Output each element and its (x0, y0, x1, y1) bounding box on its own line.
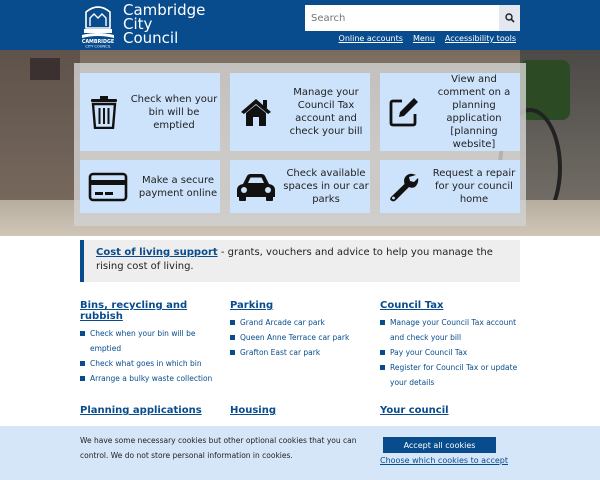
tile-label: Check when your bin will be emptied (130, 93, 218, 131)
online-accounts-link[interactable]: Online accounts (338, 34, 403, 43)
column-link[interactable]: Check what goes in which bin (80, 356, 220, 371)
column-council-tax (380, 300, 520, 390)
tile-car-parks[interactable] (230, 160, 370, 213)
cookie-banner (0, 426, 600, 480)
choose-cookies-link[interactable]: Choose which cookies to accept (380, 456, 509, 465)
column-heading[interactable]: Council Tax (380, 300, 444, 311)
tile-planning-application[interactable] (380, 73, 520, 151)
cookie-message: We have some necessary cookies but other optional cookies that you can control. We do not store personal information in cookies. (80, 436, 357, 460)
column-link[interactable]: Arrange a bulky waste collection (80, 371, 220, 386)
site-header (0, 0, 600, 50)
search-button[interactable] (499, 5, 520, 31)
column-bins (80, 300, 220, 386)
column-heading[interactable]: Housing (230, 405, 277, 416)
column-parking (230, 300, 370, 360)
tile-label: Manage your Council Tax account and check your bill (289, 87, 363, 137)
column-link[interactable]: Pay your Council Tax (380, 345, 520, 360)
search-input[interactable] (305, 5, 499, 31)
site-title-line: City (123, 15, 153, 33)
cost-of-living-text: - grants, vouchers and advice to help you manage the rising cost of living. (96, 247, 493, 272)
tile-bin-collection[interactable] (80, 73, 220, 151)
column-heading[interactable]: Planning applications (80, 405, 202, 416)
column-link[interactable]: Register for Council Tax or update your details (380, 360, 520, 390)
column-link[interactable]: Queen Anne Terrace car park (230, 330, 370, 345)
home-icon (230, 97, 282, 127)
utility-nav (339, 34, 516, 43)
column-link[interactable]: Check when your bin will be emptied (80, 326, 220, 356)
council-logo[interactable] (80, 4, 116, 48)
column-heading[interactable]: Bins, recycling and rubbish (80, 300, 188, 322)
tile-label: Request a repair for your council home (432, 168, 516, 205)
site-title-line: Council (123, 29, 179, 47)
search-box (305, 5, 520, 31)
cost-of-living-notice (80, 240, 520, 282)
tile-payment[interactable] (80, 160, 220, 213)
hero-background-sign (30, 58, 60, 80)
tile-repair[interactable] (380, 160, 520, 213)
column-your-council (380, 405, 520, 416)
column-planning (80, 405, 220, 416)
svg-text:CITY COUNCIL: CITY COUNCIL (85, 44, 111, 48)
tile-label: View and comment on a planning application [planning website] (437, 74, 511, 150)
column-housing (230, 405, 370, 416)
search-icon (505, 13, 515, 23)
tile-council-tax[interactable] (230, 73, 370, 151)
column-heading[interactable]: Parking (230, 300, 274, 311)
column-link[interactable]: Manage your Council Tax account and check your bill (380, 315, 520, 345)
edit-icon (380, 96, 428, 128)
council-crest-icon (80, 4, 116, 48)
accessibility-tools-link[interactable]: Accessibility tools (444, 34, 516, 43)
column-heading[interactable]: Your council (380, 405, 449, 416)
tile-label: Check available spaces in our car parks (283, 168, 369, 205)
accept-cookies-button[interactable]: Accept all cookies (383, 437, 496, 453)
column-link[interactable]: Grand Arcade car park (230, 315, 370, 330)
tile-label: Make a secure payment online (138, 174, 218, 199)
site-title[interactable] (123, 3, 205, 45)
bin-icon (80, 95, 128, 129)
column-link[interactable]: Grafton East car park (230, 345, 370, 360)
svg-text:CAMBRIDGE: CAMBRIDGE (81, 40, 115, 45)
cost-of-living-link[interactable]: Cost of living support (96, 247, 218, 258)
wrench-icon (380, 171, 428, 203)
car-icon (230, 172, 282, 202)
menu-link[interactable]: Menu (412, 34, 435, 43)
credit-card-icon (80, 172, 136, 202)
site-title-line: Cambridge (123, 1, 206, 19)
